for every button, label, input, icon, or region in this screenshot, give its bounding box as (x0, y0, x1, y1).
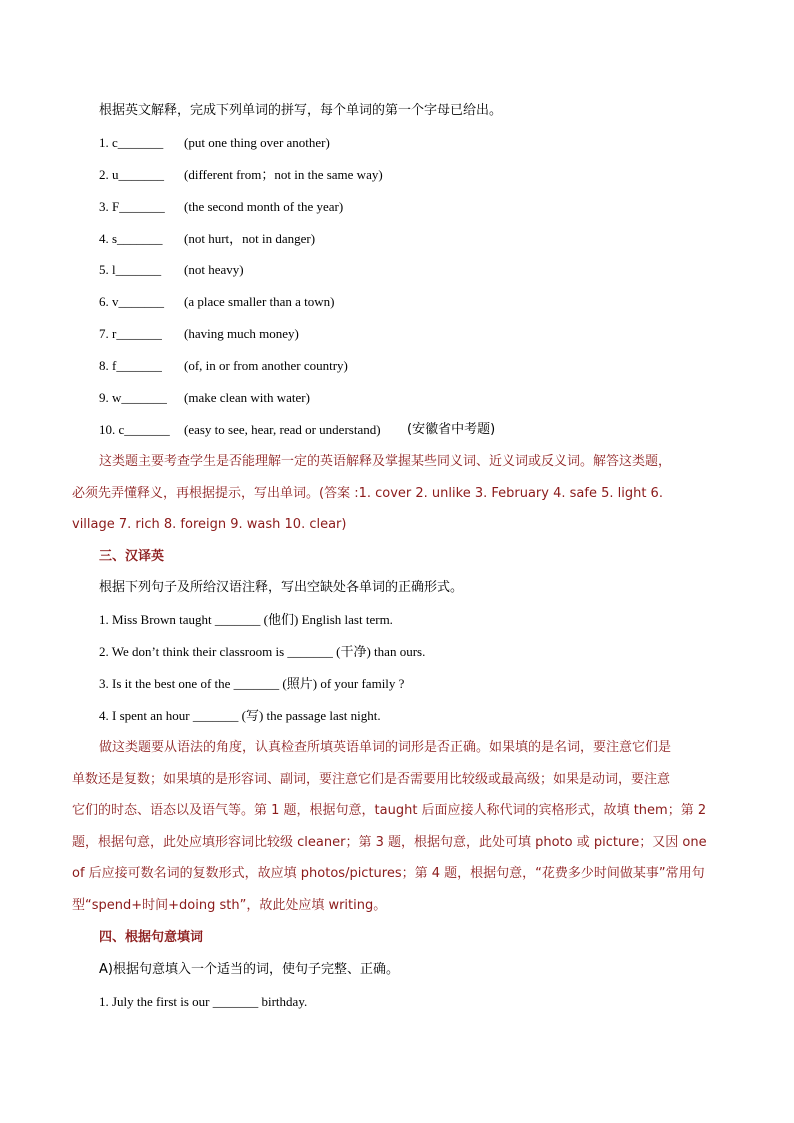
list-item (99, 389, 310, 407)
explanation-line: village 7. rich 8. foreign 9. wash 10. clear) (72, 517, 347, 532)
explanation-line: 这类题主要考查学生是否能理解一定的英语解释及掌握某些同义词、近义词或反义词。解答这类题， (99, 454, 672, 469)
explanation-line: 单数还是复数；如果填的是形容词、副词，要注意它们是否需要用比较级或最高级；如果是动词，要注意 (72, 771, 671, 787)
list-item: 2. We don’t think their classroom is _______ (干净) than ours. (99, 644, 426, 659)
item-number: 10. c_______ (99, 422, 170, 437)
instruction-spelling: 根据英文解释，完成下列单词的拼写，每个单词的第一个字母已给出。 (99, 103, 503, 118)
explanation-line: 它们的时态、语态以及语气等。第 1 题，根据句意，taught 后面应接人称代词的宾格形式，故填 them；第 2 (72, 803, 707, 818)
answer-explanation-2 (72, 732, 722, 921)
list-item (99, 198, 344, 216)
section-heading: 四、根据句意填词 (99, 930, 204, 945)
item-number: 2. u_______ (99, 167, 164, 182)
list-item (99, 325, 299, 343)
item-number: 8. f_______ (99, 358, 162, 373)
section-heading: 三、汉译英 (99, 549, 165, 564)
list-item (99, 134, 330, 152)
item-definition: (not hurt，not in danger) (184, 231, 316, 246)
item-number: 1. c_______ (99, 135, 164, 150)
explanation-line: 题，根据句意，此处应填形容词比较级 cleaner；第 3 题，根据句意，此处可填 photo 或 picture；又因 one (72, 834, 707, 850)
answer-explanation-1 (72, 446, 722, 541)
item-definition: (easy to see, hear, read or understand) (184, 422, 381, 437)
item-definition: (the second month of the year) (184, 199, 344, 214)
list-item (99, 230, 316, 248)
list-item: 1. Miss Brown taught _______ (他们) English last term. (99, 612, 393, 627)
item-definition: (of, in or from another country) (184, 358, 348, 373)
item-number: 5. l_______ (99, 262, 162, 277)
item-definition: (a place smaller than a town) (184, 294, 335, 309)
item-definition: (different from；not in the same way) (184, 167, 383, 182)
item-number: 9. w_______ (99, 390, 167, 405)
instruction-translation: 根据下列句子及所给汉语注释，写出空缺处各单词的正确形式。 (99, 580, 464, 595)
explanation-line: 型“spend+时间+doing sth”，故此处应填 writing。 (72, 897, 387, 913)
item-number: 7. r_______ (99, 326, 162, 341)
list-item: 3. Is it the best one of the _______ (照片) of your family ? (99, 676, 405, 691)
item-definition: (not heavy) (184, 262, 244, 277)
list-item (99, 261, 244, 279)
item-definition: (make clean with water) (184, 390, 310, 405)
item-definition: (having much money) (184, 326, 299, 341)
list-item (99, 166, 383, 184)
item-number: 6. v_______ (99, 294, 164, 309)
list-item: 1. July the first is our _______ birthday. (99, 994, 308, 1009)
explanation-line: 必须先弄懂释义，再根据提示，写出单词。(答案 :1. cover 2. unlike 3. February 4. safe 5. light 6. (72, 485, 663, 501)
item-number: 4. s_______ (99, 231, 163, 246)
explanation-line: 做这类题要从语法的角度，认真检查所填英语单词的词形是否正确。如果填的是名词，要注意它们是 (99, 740, 672, 755)
explanation-line: of 后应接可数名词的复数形式，故应填 photos/pictures；第 4 题，根据句意，“花费多少时间做某事”常用句 (72, 866, 705, 881)
list-item (99, 357, 348, 375)
list-item: 4. I spent an hour _______ (写) the passage last night. (99, 708, 381, 723)
item-definition: (put one thing over another) (184, 135, 330, 150)
item-note: (安徽省中考题) (407, 422, 496, 437)
item-number: 3. F_______ (99, 199, 165, 214)
list-item (99, 421, 496, 439)
instruction-fill: A)根据句意填入一个适当的词，使句子完整、正确。 (99, 962, 399, 977)
list-item (99, 293, 335, 311)
